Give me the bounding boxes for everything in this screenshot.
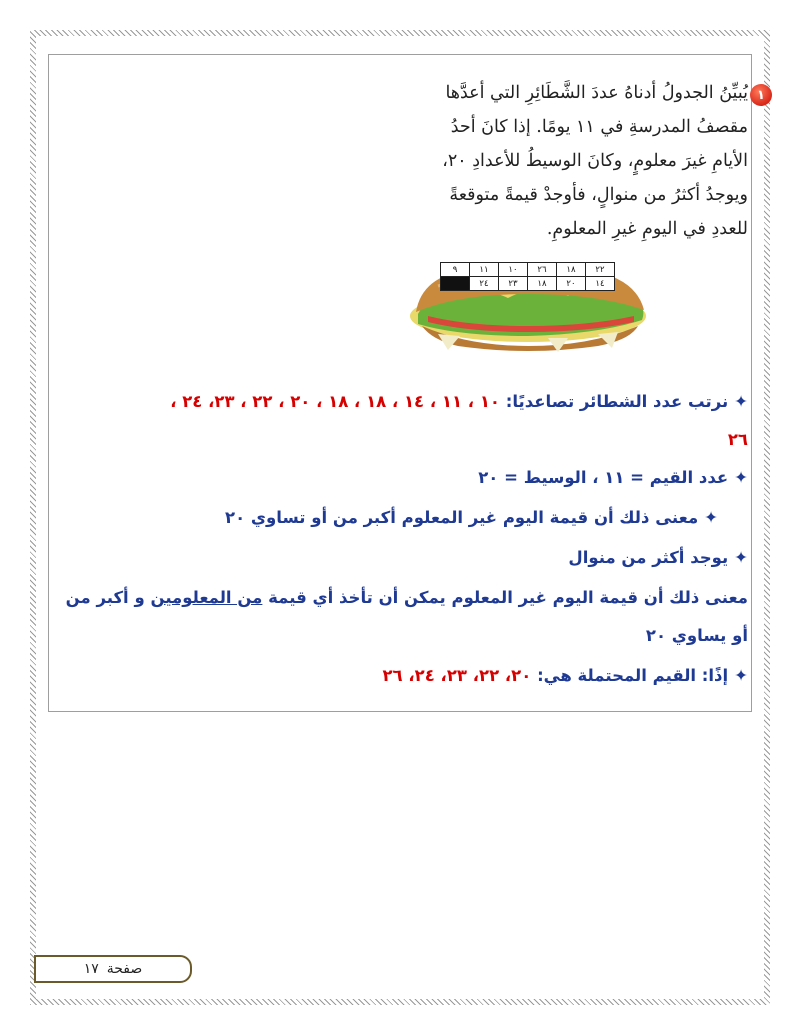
bullet-icon: ✦ <box>704 508 718 527</box>
page-label: صفحة <box>106 961 143 977</box>
question-line: الأيامِ غيرَ معلومٍ، وكانَ الوسيطُ للأعدادِ ٢٠، <box>442 151 748 171</box>
solution-line-mode <box>568 548 748 567</box>
table-row <box>441 263 615 277</box>
bullet-icon: ✦ <box>734 392 748 411</box>
sorted-label: نرتب عدد الشطائر تصاعديًا: <box>505 392 729 411</box>
answer-values: ٢٠، ٢٢، ٢٣، ٢٤، ٢٦ <box>382 666 532 685</box>
solution-line-answer <box>382 666 748 685</box>
explanation-text: معنى ذلك أن قيمة اليوم غير المعلوم يمكن أن تأخذ أي قيمة <box>268 588 748 607</box>
solution-line-meaning <box>225 508 718 527</box>
question-line: للعددِ في اليومِ غيرِ المعلومِ. <box>546 219 748 239</box>
meaning-text: معنى ذلك أن قيمة اليوم غير المعلوم أكبر من أو تساوي ٢٠ <box>225 508 699 527</box>
table-cell: ١٠ <box>499 263 528 277</box>
table-cell: ١٨ <box>528 277 557 291</box>
question-number-badge: ١ <box>750 84 772 106</box>
answer-label: إذًا: القيم المحتملة هي: <box>537 666 729 685</box>
page-number-tag <box>34 955 192 983</box>
solution-line-explanation-cont: أو يساوي ٢٠ <box>645 626 748 645</box>
solution-line-explanation <box>66 588 748 607</box>
mode-text: يوجد أكثر من منوال <box>568 548 729 567</box>
table-cell: ١٤ <box>586 277 615 291</box>
question-line: يُبيِّنُ الجدولُ أدناهُ عددَ الشَّطَائِرِ التي أعدَّها <box>445 83 748 103</box>
sandwich-data-table <box>440 262 615 291</box>
unknown-day-cell <box>441 277 470 291</box>
question-line: مقصفُ المدرسةِ في ١١ يومًا. إذا كانَ أحدُ <box>450 117 748 137</box>
table-cell: ٢٢ <box>586 263 615 277</box>
table-cell: ١١ <box>470 263 499 277</box>
bullet-icon: ✦ <box>734 548 748 567</box>
solution-line-median <box>478 468 748 487</box>
page-number: ١٧ <box>83 961 99 977</box>
question-line: ويوجدُ أكثرُ من منوالٍ، فأوجدْ قيمةً متوقعةً <box>449 185 748 205</box>
median-text: عدد القيم = ١١ ، الوسيط = ٢٠ <box>478 468 729 487</box>
explanation-underlined: من المعلومين <box>150 588 263 607</box>
table-cell: ٢٠ <box>557 277 586 291</box>
solution-line-sorted <box>170 392 748 411</box>
table-cell: ٢٣ <box>499 277 528 291</box>
table-cell: ٢٤ <box>470 277 499 291</box>
table-cell: ٢٦ <box>528 263 557 277</box>
question-text <box>408 76 748 246</box>
sorted-values-continued: ٢٦ <box>727 430 748 449</box>
sorted-values: ١٠ ، ١١ ، ١٤ ، ١٨ ، ١٨ ، ٢٠ ، ٢٢ ، ٢٣، ٢٤ ، <box>170 392 500 411</box>
bullet-icon: ✦ <box>734 468 748 487</box>
bullet-icon: ✦ <box>734 666 748 685</box>
table-cell: ٩ <box>441 263 470 277</box>
table-cell: ١٨ <box>557 263 586 277</box>
table-row <box>441 277 615 291</box>
explanation-text-end: و أكبر من <box>65 588 145 607</box>
